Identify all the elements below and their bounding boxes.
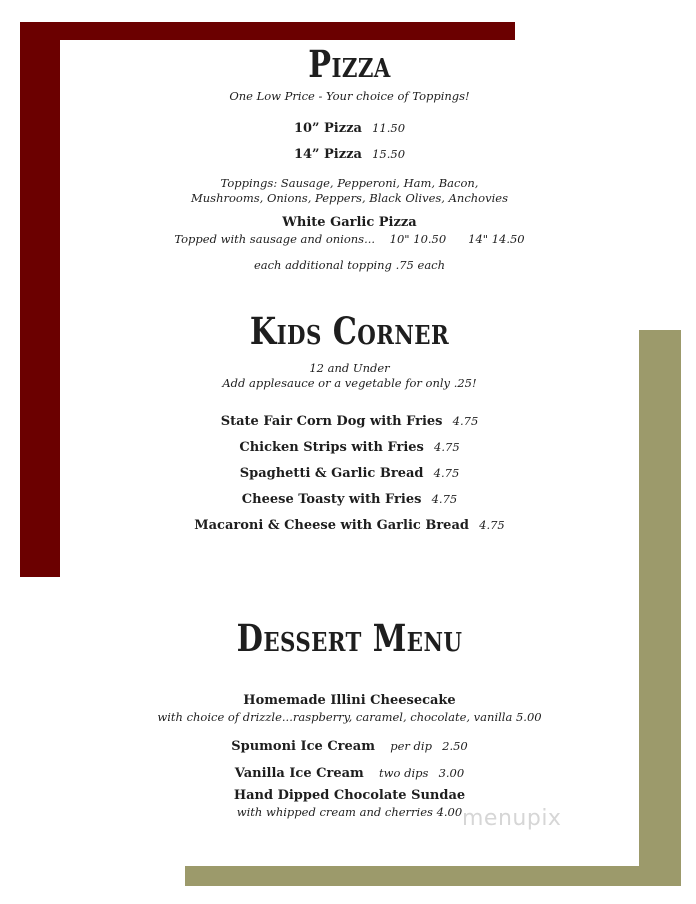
kids-item-price: 4.75 bbox=[431, 492, 458, 506]
cheesecake-desc: with choice of drizzle...raspberry, caramel, chocolate, vanilla 5.00 bbox=[157, 710, 542, 724]
kids-menu-item bbox=[60, 488, 639, 507]
sundae-desc: with whipped cream and cherries 4.00 bbox=[236, 805, 463, 819]
pizza-size-item bbox=[60, 143, 639, 162]
kids-section-title: Kids Corner bbox=[249, 309, 450, 353]
pizza-tagline: One Low Price - Your choice of Toppings! bbox=[229, 89, 470, 103]
kids-item-name: State Fair Corn Dog with Fries bbox=[220, 414, 443, 429]
kids-item-name: Cheese Toasty with Fries bbox=[241, 492, 422, 507]
kids-menu-item bbox=[60, 462, 639, 481]
additional-topping-note: each additional topping .75 each bbox=[253, 258, 446, 272]
white-garlic-desc: Topped with sausage and onions... bbox=[174, 232, 376, 246]
white-garlic-price-large: 14" 14.50 bbox=[468, 232, 525, 246]
spumoni-note: per dip bbox=[390, 739, 432, 753]
kids-subtitle-addon: Add applesauce or a vegetable for only .25! bbox=[222, 376, 477, 390]
kids-menu-item bbox=[60, 410, 639, 429]
kids-item-price: 4.75 bbox=[452, 414, 479, 428]
kids-item-price: 4.75 bbox=[433, 466, 460, 480]
vanilla-item bbox=[60, 762, 639, 781]
white-garlic-pizza-name: White Garlic Pizza bbox=[282, 215, 417, 230]
toppings-line-2: Mushrooms, Onions, Peppers, Black Olives, Anchovies bbox=[191, 191, 508, 205]
spumoni-name: Spumoni Ice Cream bbox=[231, 739, 375, 754]
toppings-line-1: Toppings: Sausage, Pepperoni, Ham, Bacon, bbox=[220, 176, 479, 190]
dessert-section-title: Dessert Menu bbox=[236, 616, 463, 660]
kids-item-price: 4.75 bbox=[434, 440, 460, 454]
pizza-size-name: 14” Pizza bbox=[293, 147, 362, 162]
kids-item-name: Chicken Strips with Fries bbox=[239, 440, 424, 455]
sundae-name: Hand Dipped Chocolate Sundae bbox=[233, 788, 466, 803]
spumoni-price: 2.50 bbox=[442, 739, 468, 753]
pizza-section-title: Pizza bbox=[308, 42, 391, 86]
pizza-size-price: 15.50 bbox=[372, 147, 406, 161]
kids-item-price: 4.75 bbox=[479, 518, 505, 532]
cheesecake-name: Homemade Illini Cheesecake bbox=[243, 693, 456, 708]
pizza-size-name: 10” Pizza bbox=[293, 121, 362, 136]
white-garlic-price-small: 10" 10.50 bbox=[389, 232, 447, 246]
kids-item-name: Spaghetti & Garlic Bread bbox=[239, 466, 424, 481]
kids-menu-item bbox=[60, 514, 639, 533]
pizza-size-item bbox=[60, 117, 639, 136]
spumoni-item bbox=[60, 735, 639, 754]
white-garlic-pizza-details bbox=[60, 232, 639, 246]
vanilla-name: Vanilla Ice Cream bbox=[234, 766, 364, 781]
menupix-watermark: menupix bbox=[462, 806, 562, 831]
pizza-size-price: 11.50 bbox=[372, 121, 406, 135]
vanilla-price: 3.00 bbox=[438, 766, 465, 780]
kids-subtitle-age: 12 and Under bbox=[309, 361, 390, 375]
kids-menu-item bbox=[60, 436, 639, 455]
kids-item-name: Macaroni & Cheese with Garlic Bread bbox=[194, 518, 469, 533]
vanilla-note: two dips bbox=[379, 766, 429, 780]
